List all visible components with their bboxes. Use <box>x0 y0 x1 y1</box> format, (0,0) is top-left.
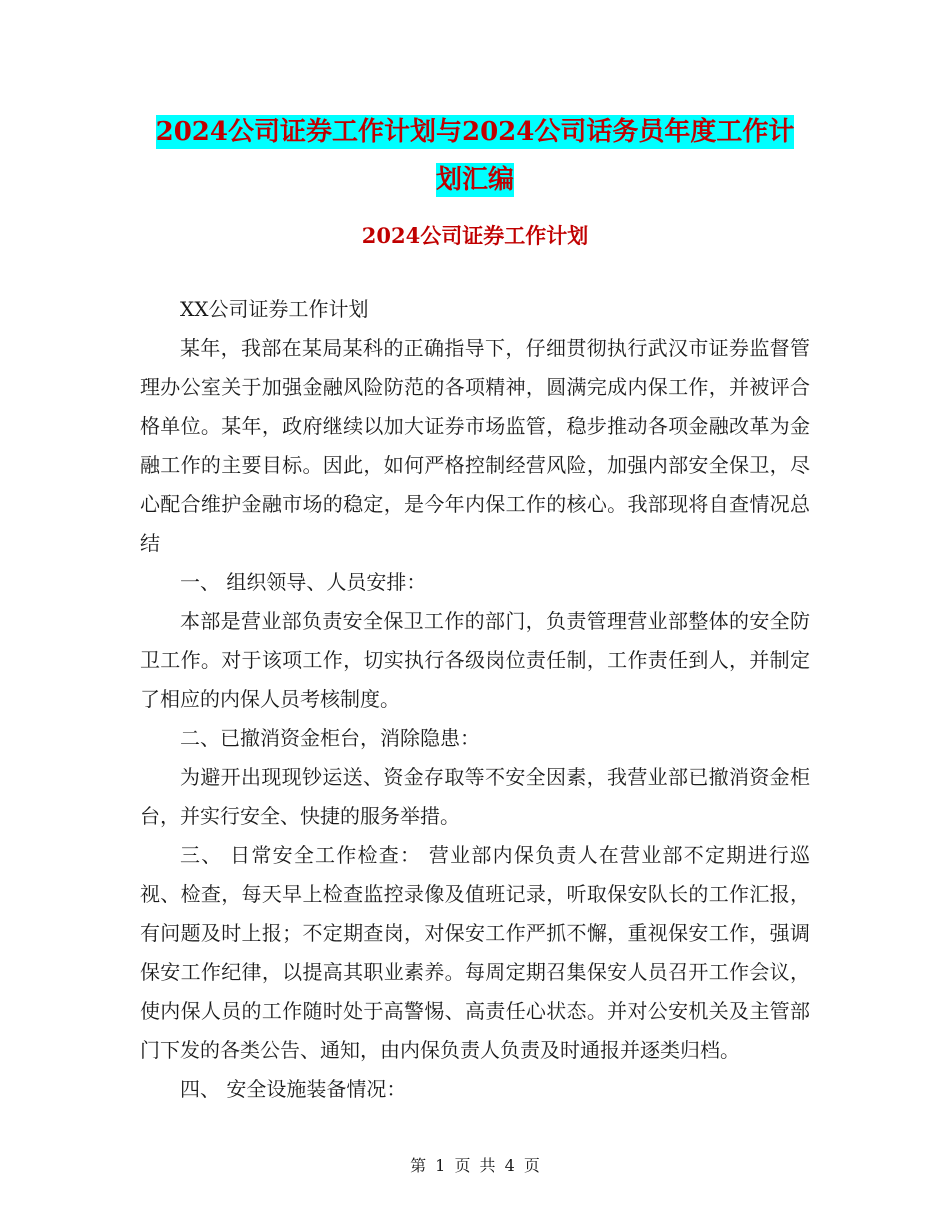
document-title-line-1: 2024公司证券工作计划与2024公司话务员年度工作计 <box>155 117 795 147</box>
paragraph-item-1-body: 本部是营业部负责安全保卫工作的部门，负责管理营业部整体的安全防卫工作。对于该项工作，切实执行各级岗位责任制，工作责任到人，并制定了相应的内保人员考核制度。 <box>140 609 810 711</box>
paragraph-item-2-body: 为避开出现现钞运送、资金存取等不安全因素，我营业部已撤消资金柜台，并实行安全、快捷的服务举措。 <box>140 765 810 828</box>
paragraph-item-4-heading: 四、 安全设施装备情况： <box>180 1077 407 1101</box>
page-footer: 第 1 页 共 4 页 <box>410 1156 540 1175</box>
paragraph-item-3: 三、 日常安全工作检查： 营业部内保负责人在营业部不定期进行巡视、检查，每天早上检查监控录像及值班记录，听取保安队长的工作汇报，有问题及时上报；不定期查岗，对保安工作严抓不懈，重视保安工作，强调保安工作纪律，以提高其职业素养。每周定期召集保安人员召开工作会议，使内保人员的工作随时处于高警惕、高责任心状态。并对公安机关及主管部门下发的各类公告、通知，由内保负责人负责及时通报并逐类归档。 <box>140 843 810 1062</box>
paragraph-intro: 某年，我部在某局某科的正确指导下，仔细贯彻执行武汉市证券监督管理办公室关于加强金融风险防范的各项精神，圆满完成内保工作，并被评合格单位。某年，政府继续以加大证券市场监管，稳步推动各项金融改革为金融工作的主要目标。因此，如何严格控制经营风险，加强内部安全保卫，尽心配合维护金融市场的稳定，是今年内保工作的核心。我部现将自查情况总结 <box>140 336 810 555</box>
paragraph-item-2-heading: 二、已撤消资金柜台，消除隐患： <box>180 726 480 750</box>
section-title: 2024公司证券工作计划 <box>361 223 589 248</box>
document-title <box>140 108 810 204</box>
paragraph-item-1-heading: 一、 组织领导、人员安排： <box>180 570 427 594</box>
paragraph-heading: XX公司证券工作计划 <box>180 297 369 321</box>
document-body <box>140 290 810 1109</box>
document-title-line-2: 划汇编 <box>435 165 514 195</box>
